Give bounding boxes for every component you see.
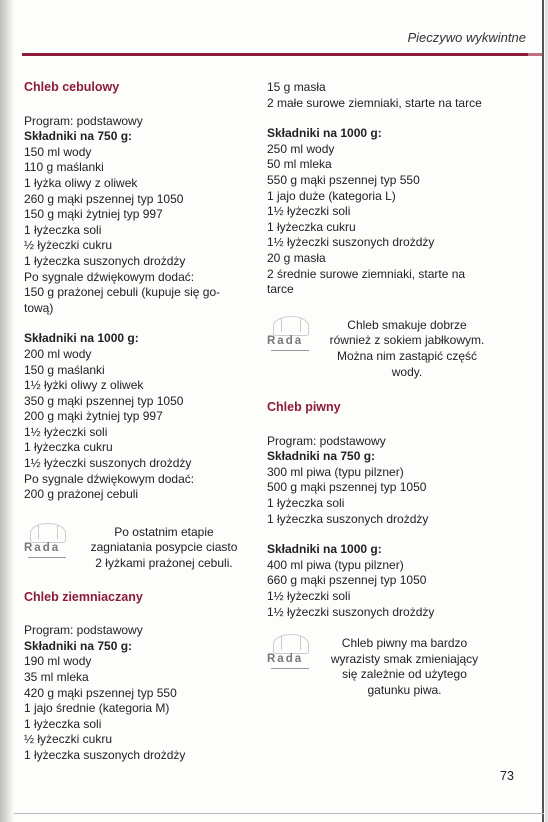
- page-right-bar: [542, 0, 544, 822]
- tip-box: [267, 634, 499, 698]
- ingredient-item: 400 ml piwa (typu pilzner): [267, 557, 404, 572]
- ingredient-item: 500 g mąki pszennej typ 1050: [267, 480, 427, 495]
- ingredient-item: 260 g mąki pszennej typ 1050: [24, 191, 184, 206]
- page-edge-shadow: [0, 0, 14, 822]
- ingredient-item: 1 łyżka oliwy z oliwek: [24, 175, 138, 190]
- right-column: [267, 80, 499, 699]
- tip-box: [24, 523, 256, 572]
- ingredient-item: tową): [24, 300, 54, 315]
- ingredient-item: 190 ml wody: [24, 654, 92, 669]
- program-line: Program: podstawowy: [267, 433, 386, 448]
- tip-line: 2 łyżkami prażonej cebuli.: [95, 556, 233, 571]
- ingredient-item: 420 g mąki pszennej typ 550: [24, 685, 177, 700]
- ingredient-item: 250 ml wody: [267, 141, 335, 156]
- tip-line: Chleb smakuje dobrze: [347, 317, 467, 332]
- ingredient-item: 35 ml mleka: [24, 670, 89, 684]
- recipe-title-chleb-piwny: Chleb piwny: [267, 400, 341, 415]
- ingredient-item: 1 jajo duże (kategoria L): [267, 188, 396, 203]
- ingredient-item: 1½ łyżeczki soli: [24, 424, 108, 439]
- spacer: [267, 527, 499, 542]
- tip-line: również z sokiem jabłkowym.: [329, 333, 485, 348]
- ingredient-list-1000: [24, 347, 256, 503]
- tip-line: Po ostatnim etapie: [114, 524, 214, 539]
- ingredient-item: 660 g mąki pszennej typ 1050: [267, 573, 427, 588]
- rada-logo-text: Rada: [267, 653, 304, 666]
- ingredient-item: ½ łyżeczki cukru: [24, 732, 113, 747]
- ingredient-list-1000: [267, 142, 499, 298]
- tip-line: zagniatania posypcie ciasto: [90, 540, 238, 555]
- ingredient-item: ½ łyżeczki cukru: [24, 238, 113, 253]
- bottom-rule: [14, 813, 544, 814]
- tip-line: Chleb piwny ma bardzo: [341, 636, 468, 651]
- ingredient-item: 110 g maślanki: [24, 160, 104, 175]
- ingredient-item: 150 ml wody: [24, 144, 92, 159]
- ingredient-item: 350 g mąki pszennej typ 1050: [24, 393, 184, 408]
- ingredient-item: 1½ łyżeczki suszonych drożdży: [267, 604, 435, 619]
- ingredient-item: 20 g masła: [267, 250, 326, 265]
- ingredients-750-label: Składniki na 750 g:: [24, 638, 133, 653]
- ingredient-item: 1½ łyżeczki soli: [267, 589, 351, 604]
- tip-line: wyrazisty smak zmieniający: [330, 651, 479, 666]
- ingredient-list-750: [267, 465, 499, 527]
- ingredient-item: 1½ łyżeczki suszonych drożdży: [267, 235, 435, 250]
- ingredient-item: 2 średnie surowe ziemniaki, starte na: [267, 266, 466, 281]
- ingredient-item: 1 łyżeczka cukru: [24, 440, 113, 455]
- tip-text: [74, 523, 254, 572]
- ingredient-item: Po sygnale dźwiękowym dodać:: [24, 471, 195, 486]
- tip-line: się zależnie od użytego: [342, 667, 467, 682]
- ingredient-list-750-continued: [267, 80, 499, 111]
- tip-text: [317, 316, 497, 380]
- ingredient-item: 1 łyżeczka suszonych drożdży: [24, 253, 186, 268]
- ingredient-list-1000: [267, 558, 499, 620]
- program-line: Program: podstawowy: [24, 623, 143, 638]
- rada-logo-text: Rada: [24, 541, 61, 554]
- recipe-title-chleb-ziemniaczany: Chleb ziemniaczany: [24, 589, 143, 604]
- spacer: [267, 111, 499, 126]
- ingredient-item: Po sygnale dźwiękowym dodać:: [24, 269, 195, 284]
- ingredient-item: 1 łyżeczka soli: [24, 716, 102, 731]
- ingredient-item: 1½ łyżeczki suszonych drożdży: [24, 456, 192, 471]
- tip-line: Można nim zastąpić część: [336, 348, 478, 363]
- ingredient-item: 1½ łyżki oliwy z oliwek: [24, 378, 144, 393]
- ingredient-item: 1 jajo średnie (kategoria M): [24, 701, 170, 716]
- rada-logo-icon: [267, 316, 317, 356]
- ingredient-item: 200 ml wody: [24, 346, 92, 361]
- ingredient-item: 300 ml piwa (typu pilzner): [267, 464, 404, 479]
- section-title: Pieczywo wykwintne: [407, 30, 526, 45]
- ingredients-750-label: Składniki na 750 g:: [24, 129, 133, 144]
- ingredient-item: 550 g mąki pszennej typ 550: [267, 172, 420, 187]
- ingredient-item: 150 g maślanki: [24, 362, 105, 377]
- ingredients-1000-label: Składniki na 1000 g:: [267, 126, 382, 141]
- ingredient-item: 1 łyżeczka suszonych drożdży: [24, 747, 186, 762]
- spacer: [24, 316, 256, 331]
- tip-line: wody.: [391, 364, 423, 379]
- left-column: [24, 80, 256, 764]
- tip-text: [317, 634, 492, 698]
- header-rule-tail: [528, 53, 542, 56]
- tip-box: [267, 316, 499, 380]
- ingredient-item: 50 ml mleka: [267, 157, 332, 172]
- ingredient-item: 1 łyżeczka soli: [24, 222, 102, 237]
- ingredient-list-750: [24, 145, 256, 317]
- rada-logo-text: Rada: [267, 334, 304, 347]
- ingredient-item: 15 g masła: [267, 80, 326, 94]
- ingredient-item: 150 g mąki żytniej typ 997: [24, 207, 163, 222]
- ingredient-item: 200 g mąki żytniej typ 997: [24, 409, 163, 424]
- header-rule: [22, 53, 528, 56]
- ingredient-item: 1½ łyżeczki soli: [267, 204, 351, 219]
- ingredient-item: 1 łyżeczka cukru: [267, 219, 356, 234]
- ingredient-item: tarce: [267, 282, 294, 297]
- ingredient-item: 200 g prażonej cebuli: [24, 487, 139, 502]
- ingredients-1000-label: Składniki na 1000 g:: [267, 542, 382, 557]
- page-number: 73: [500, 769, 514, 783]
- ingredient-item: 2 małe surowe ziemniaki, starte na tarce: [267, 95, 482, 110]
- ingredients-1000-label: Składniki na 1000 g:: [24, 331, 139, 346]
- ingredient-list-750: [24, 654, 256, 763]
- rada-logo-icon: [267, 634, 317, 674]
- ingredient-item: 1 łyżeczka suszonych drożdży: [267, 511, 429, 526]
- ingredient-item: 150 g prażonej cebuli (kupuje się go-: [24, 285, 221, 300]
- ingredients-750-label: Składniki na 750 g:: [267, 449, 376, 464]
- rada-logo-icon: [24, 523, 74, 563]
- program-line: Program: podstawowy: [24, 113, 143, 128]
- tip-line: gatunku piwa.: [367, 683, 442, 697]
- ingredient-item: 1 łyżeczka soli: [267, 496, 345, 511]
- recipe-title-chleb-cebulowy: Chleb cebulowy: [24, 80, 120, 94]
